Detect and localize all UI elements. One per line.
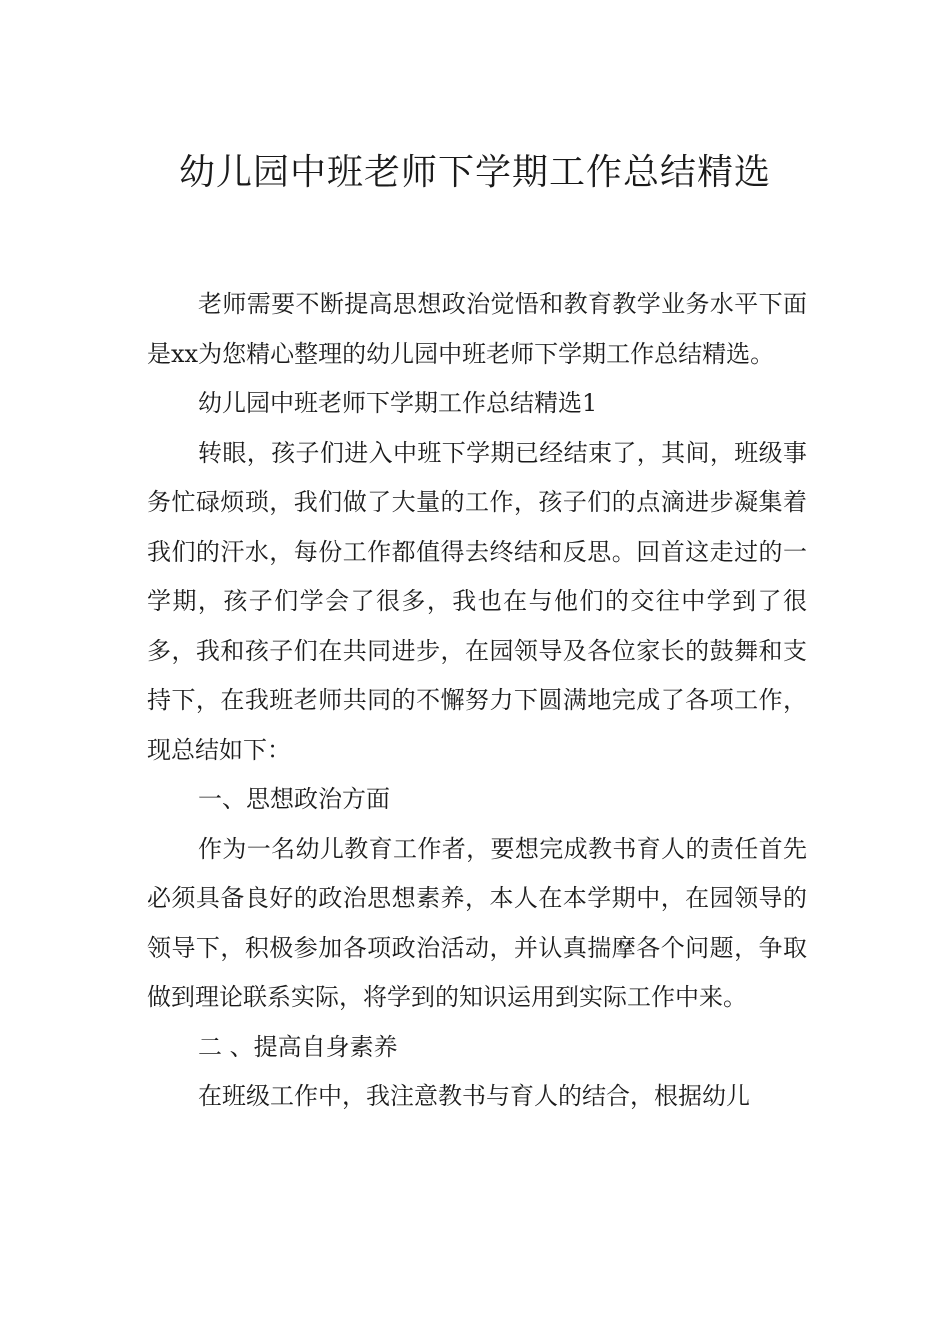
- section-heading-1: 幼儿园中班老师下学期工作总结精选1: [198, 389, 598, 417]
- subheading-self-improvement: 二 、提高自身素养: [198, 1032, 398, 1061]
- summary-paragraph: 转眼，孩子们进入中班下学期已经结束了，其间，班级事务忙碌烦琐，我们做了大量的工作，孩子们的点滴进步凝集着我们的汗水，每份工作都值得去终结和反思。回首这走过的一学期，孩子们学会了很多，我也在与他们的交往中学到了很多，我和孩子们在共同进步，在园领导及各位家长的鼓舞和支持下，在我班老师共同的不懈努力下圆满地完成了各项工作，现总结如下：: [147, 438, 807, 764]
- document-title: 幼儿园中班老师下学期工作总结精选: [178, 152, 771, 194]
- document-body: [147, 280, 807, 1122]
- subheading-politics: 一、思想政治方面: [198, 785, 390, 813]
- intro-paragraph: 老师需要不断提高思想政治觉悟和教育教学业务水平下面是xx为您精心整理的幼儿园中班老师下学期工作总结精选。: [147, 290, 807, 368]
- politics-paragraph: 作为一名幼儿教育工作者，要想完成教书育人的责任首先必须具备良好的政治思想素养，本人在本学期中，在园领导的领导下，积极参加各项政治活动，并认真揣摩各个问题，争取做到理论联系实际，将学到的知识运用到实际工作中来。: [147, 834, 807, 1011]
- class-work-paragraph: 在班级工作中，我注意教书与育人的结合，根据幼儿: [198, 1082, 750, 1110]
